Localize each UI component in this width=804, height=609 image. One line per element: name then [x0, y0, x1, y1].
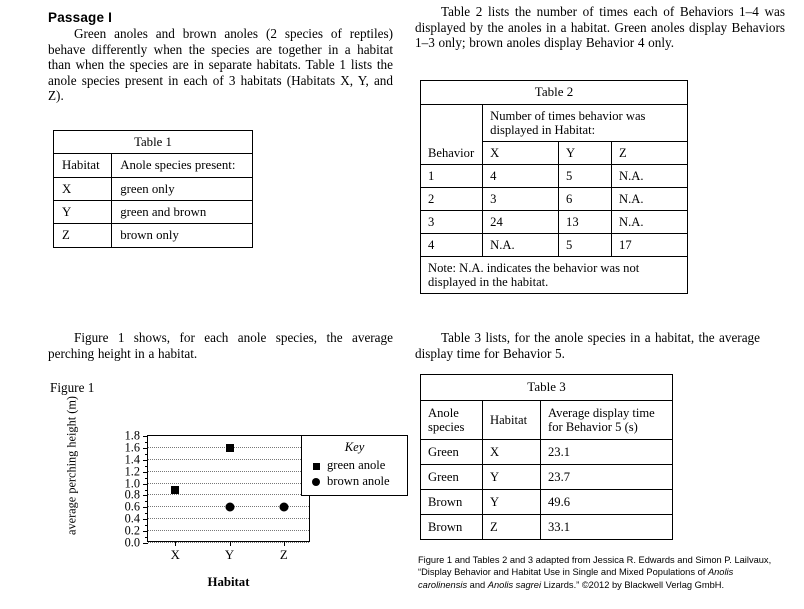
data-point-green-anole-y: [226, 444, 234, 452]
y-axis-tick-label: 1.6: [124, 440, 140, 455]
table3-header-habitat: Habitat: [483, 400, 541, 439]
y-axis-tick-label: 0.6: [124, 499, 140, 514]
table1-container: [53, 130, 253, 248]
intro-paragraph-block: [48, 26, 393, 104]
gridline: [148, 494, 309, 495]
y-axis-tick-label: 0.0: [124, 535, 140, 550]
table2-cell-y: 5: [559, 164, 612, 187]
table3-caption: Table 3: [421, 375, 673, 401]
table2-cell-behavior: 2: [421, 187, 483, 210]
table2: [420, 80, 688, 294]
y-axis-tick: [143, 543, 148, 544]
y-axis-tick-label: 1.2: [124, 464, 140, 479]
attribution-line-2: Lailvaux, “Display Behavior and Habitat Use in Single and Mixed Populations: [418, 555, 772, 578]
table-row: [421, 515, 673, 540]
table2-cell-x: 24: [483, 211, 559, 234]
chart-x-axis-label: Habitat: [207, 575, 250, 589]
y-axis-minor-tick: [145, 501, 148, 502]
figure1-paragraph: Figure 1 shows, for each anole species, the average perching height in a habitat.: [48, 330, 393, 361]
y-axis-minor-tick: [145, 454, 148, 455]
table1-header-species: Anole species present:: [112, 154, 253, 177]
table3-cell-time: 23.7: [541, 464, 673, 489]
y-axis-tick: [143, 484, 148, 485]
table-caption-row: [54, 131, 253, 154]
table2-note: Note: N.A. indicates the behavior was not displayed in the habitat.: [421, 257, 688, 294]
table2-cell-z: 17: [612, 234, 688, 257]
table2-cell-z: N.A.: [612, 164, 688, 187]
square-marker-icon: [309, 458, 323, 473]
table2-cell-behavior: 4: [421, 234, 483, 257]
legend-label: green anole: [327, 458, 386, 472]
table2-cell-z: N.A.: [612, 187, 688, 210]
y-axis-minor-tick: [145, 466, 148, 467]
chart-plot-area: [124, 428, 310, 562]
x-axis-tick-label: Y: [224, 548, 235, 562]
table1-cell-habitat: Y: [54, 200, 112, 223]
legend-item-green-anole: [309, 458, 400, 473]
data-point-brown-anole-z: [279, 503, 288, 512]
x-axis-tick: [284, 541, 285, 546]
table2-caption: Table 2: [421, 81, 688, 105]
table-row: [54, 177, 253, 200]
table3-header-display-time: Average display time for Behavior 5 (s): [541, 400, 673, 439]
table3-cell-habitat: X: [483, 439, 541, 464]
x-axis-tick-label: Z: [279, 548, 288, 562]
table3-cell-habitat: Z: [483, 515, 541, 540]
chart-y-axis-label: average perching height (m): [64, 396, 79, 535]
table1-cell-species: green only: [112, 177, 253, 200]
table3-header-species: Anole species: [421, 400, 483, 439]
y-axis-tick-label: 1.4: [124, 452, 140, 467]
table2-cell-x: 4: [483, 164, 559, 187]
figure1-chart: [48, 396, 408, 592]
y-axis-minor-tick: [145, 537, 148, 538]
y-axis-tick: [143, 519, 148, 520]
table-row: [54, 200, 253, 223]
table-caption-row: [421, 375, 673, 401]
table3: [420, 374, 673, 540]
table1-cell-species: green and brown: [112, 200, 253, 223]
y-axis-tick: [143, 448, 148, 449]
gridline: [148, 542, 309, 543]
table-row: [421, 439, 673, 464]
attribution-note: [418, 554, 780, 591]
attribution-line-1: Figure 1 and Tables 2 and 3 adapted from Jessica R. Edwards and Simon P.: [418, 555, 732, 565]
y-axis-tick-label: 0.8: [124, 487, 140, 502]
y-axis-minor-tick: [145, 513, 148, 514]
table3-cell-habitat: Y: [483, 464, 541, 489]
y-axis-minor-tick: [145, 478, 148, 479]
table2-header-behavior: Behavior: [421, 104, 483, 164]
y-axis-tick: [143, 472, 148, 473]
page-title: Passage I: [48, 10, 113, 25]
figure1-label: Figure 1: [50, 380, 95, 395]
attribution-line-3-mid: and: [467, 579, 488, 590]
table3-cell-time: 49.6: [541, 489, 673, 514]
circle-marker-icon: [309, 474, 323, 489]
table2-cell-y: 6: [559, 187, 612, 210]
table1-cell-species: brown only: [112, 224, 253, 247]
table3-paragraph-block: [415, 330, 760, 361]
table-header-row: [54, 154, 253, 177]
table-row: [421, 211, 688, 234]
y-axis-minor-tick: [145, 525, 148, 526]
table-header-row: [421, 400, 673, 439]
table2-subheader-y: Y: [559, 141, 612, 164]
gridline: [148, 471, 309, 472]
gridline: [148, 530, 309, 531]
table2-paragraph: Table 2 lists the number of times each of Behaviors 1–4 was displayed by the anoles in a habitat. Green anoles display Behaviors 1–3 only; brown anoles display Behavior 4 only.: [415, 4, 785, 51]
table-row: [421, 187, 688, 210]
table3-cell-habitat: Y: [483, 489, 541, 514]
legend-title: Key: [344, 440, 365, 454]
y-axis-tick: [143, 495, 148, 496]
data-point-green-anole-x: [171, 486, 179, 494]
table-note-row: [421, 257, 688, 294]
x-axis-tick: [175, 541, 176, 546]
chart-legend: [301, 435, 408, 496]
table2-container: [420, 80, 688, 294]
table1-cell-habitat: X: [54, 177, 112, 200]
table2-subheader-z: Z: [612, 141, 688, 164]
table3-paragraph: Table 3 lists, for the anole species in a habitat, the average display time for Behavior 5.: [415, 330, 760, 361]
data-point-brown-anole-y: [225, 503, 234, 512]
y-axis-tick-label: 1.0: [124, 476, 140, 491]
table2-cell-x: 3: [483, 187, 559, 210]
table3-cell-species: Brown: [421, 515, 483, 540]
table3-cell-species: Green: [421, 439, 483, 464]
gridline: [148, 459, 309, 460]
y-axis-tick: [143, 436, 148, 437]
y-axis-minor-tick: [145, 490, 148, 491]
y-axis-tick: [143, 460, 148, 461]
table3-cell-species: Brown: [421, 489, 483, 514]
table-row: [421, 464, 673, 489]
table3-container: [420, 374, 673, 540]
legend-label: brown anole: [327, 473, 390, 488]
y-axis-tick: [143, 507, 148, 508]
table2-cell-behavior: 1: [421, 164, 483, 187]
table-row: [421, 234, 688, 257]
table3-cell-species: Green: [421, 464, 483, 489]
table-caption-row: [421, 81, 688, 105]
table2-cell-y: 5: [559, 234, 612, 257]
attribution-species-1: Anolis carolinensis: [418, 567, 734, 590]
gridline: [148, 483, 309, 484]
legend-item-brown-anole: [309, 474, 400, 489]
x-axis-tick-label: X: [170, 548, 180, 562]
table2-cell-z: N.A.: [612, 211, 688, 234]
y-axis-tick: [143, 531, 148, 532]
table-row: [54, 224, 253, 247]
table2-subheader-x: X: [483, 141, 559, 164]
attribution-line-3-post: Lizards.” ©2012 by Blackwell Verlag: [541, 579, 693, 590]
attribution-line-3-pre: of: [697, 567, 708, 578]
y-axis-tick-label: 1.8: [124, 428, 140, 443]
table1: [53, 130, 253, 248]
table-row: [421, 489, 673, 514]
table3-cell-time: 33.1: [541, 515, 673, 540]
y-axis-minor-tick: [145, 442, 148, 443]
attribution-species-2: Anolis sagrei: [487, 579, 542, 590]
x-axis-tick: [230, 541, 231, 546]
table1-cell-habitat: Z: [54, 224, 112, 247]
intro-paragraph: Green anoles and brown anoles (2 species of reptiles) behave differently when the species are together in a habitat than when the species are in separate habitats. Table 1 lists the anole species present in each of 3 habitats (Habitats X, Y, and Z).: [48, 26, 393, 104]
table3-cell-time: 23.1: [541, 439, 673, 464]
y-axis-tick-label: 0.4: [124, 511, 140, 526]
table2-cell-x: N.A.: [483, 234, 559, 257]
table2-group-header: Number of times behavior was displayed in Habitat:: [483, 104, 688, 141]
table2-cell-behavior: 3: [421, 211, 483, 234]
table1-caption: Table 1: [54, 131, 253, 154]
attribution-line-4: GmbH.: [694, 579, 725, 590]
figure1-paragraph-block: [48, 330, 393, 361]
table-row: [421, 164, 688, 187]
table1-header-habitat: Habitat: [54, 154, 112, 177]
table2-cell-y: 13: [559, 211, 612, 234]
table2-paragraph-block: [415, 4, 785, 51]
table-group-header-row: [421, 104, 688, 141]
figure1-container: [48, 380, 408, 595]
y-axis-tick-label: 0.2: [124, 523, 140, 538]
gridline: [148, 518, 309, 519]
